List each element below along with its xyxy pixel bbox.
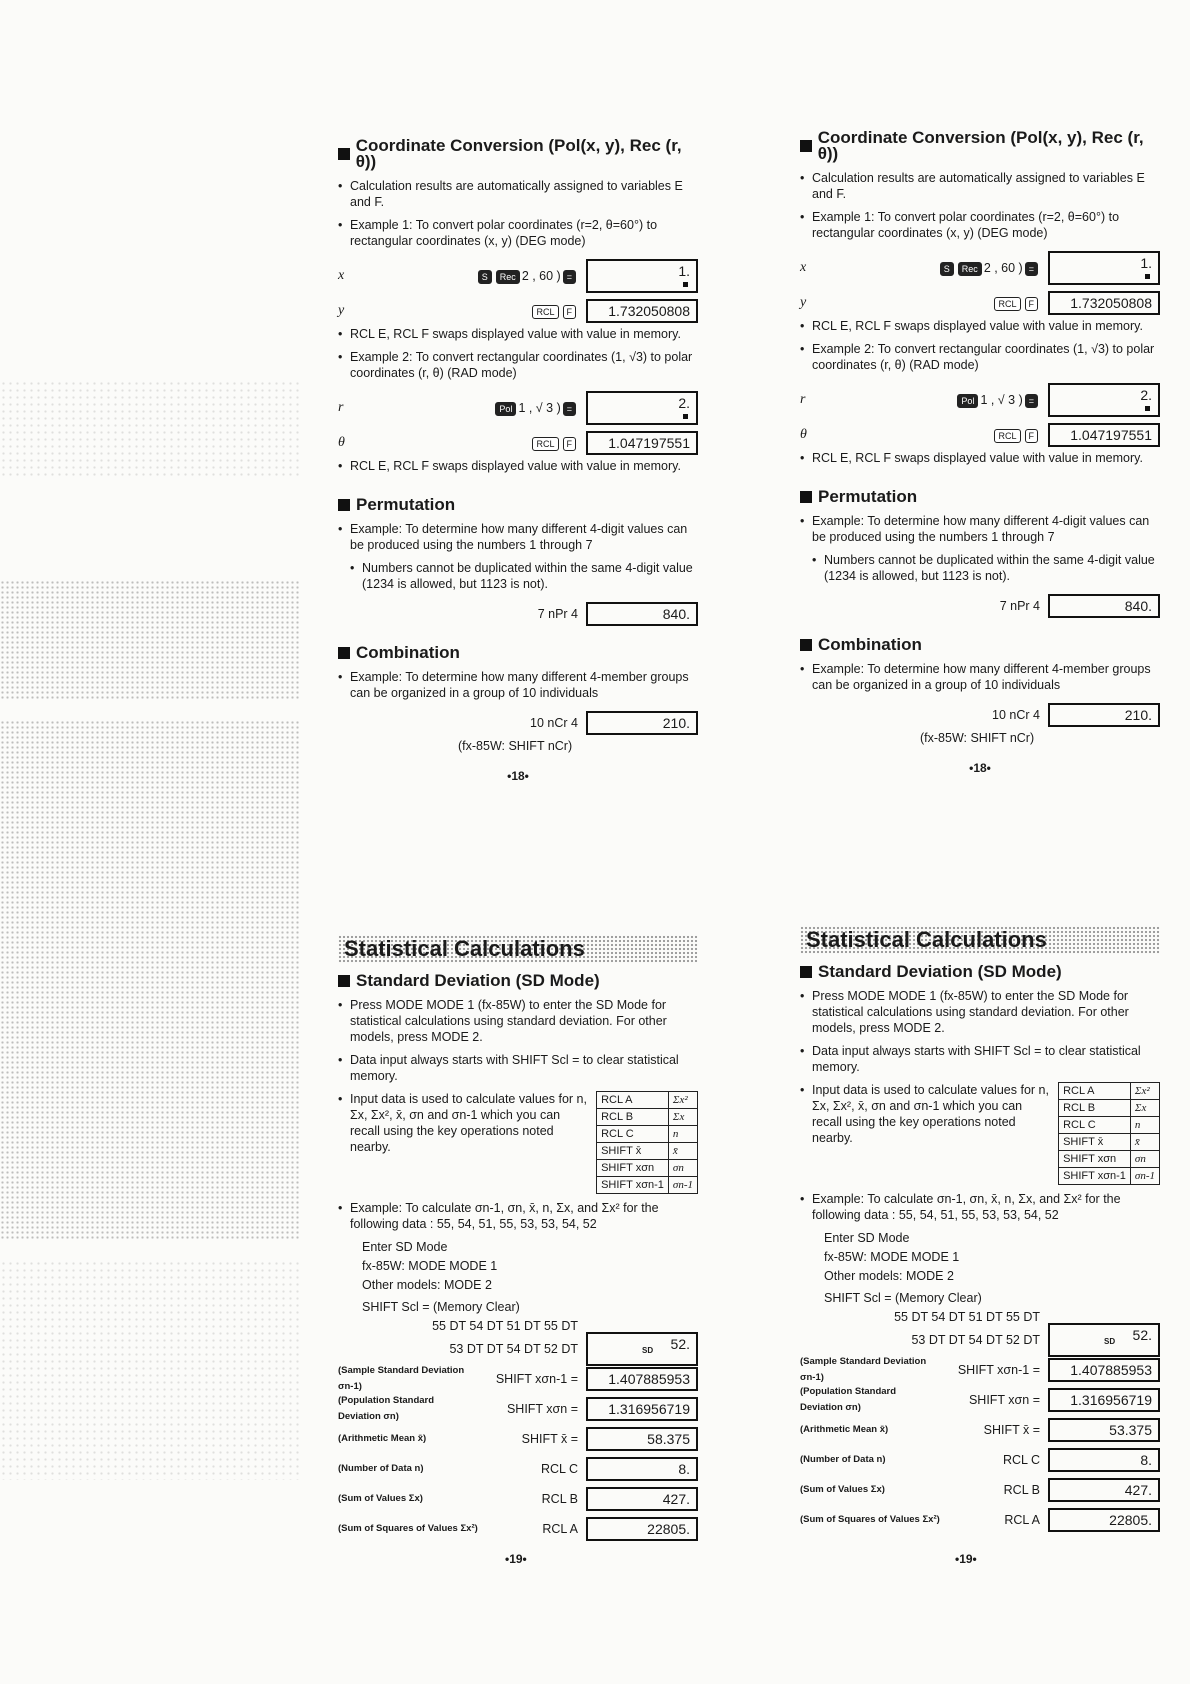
sd-para-1: • Press MODE MODE 1 (fx-85W) to enter the SD Mode for statistical calculations using standard deviation. For other models, press MODE 2.	[800, 988, 1160, 1036]
indicator-icon	[1145, 274, 1150, 279]
display: 427.	[1048, 1478, 1160, 1502]
display: 1.047197551	[1048, 423, 1160, 447]
perm-row: 7 nPr 4 840.	[800, 591, 1160, 621]
coord-heading: Coordinate Conversion (Pol(x, y), Rec (r, θ))	[800, 130, 1160, 162]
display: 1.732050808	[586, 299, 698, 323]
equals-key-icon: =	[563, 270, 576, 284]
display: 210.	[1048, 703, 1160, 727]
section-title: Statistical Calculations	[800, 926, 1160, 954]
example-1: • Example 1: To convert polar coordinates (r=2, θ=60°) to rectangular coordinates (x, y) (DEG mode)	[338, 217, 698, 249]
sd-para-2: • Data input always starts with SHIFT Scl = to clear statistical memory.	[338, 1052, 698, 1084]
indicator-icon	[683, 414, 688, 419]
stat-row-sumsq: (Sum of Squares of Values Σx²) RCL A 22805.	[800, 1505, 1160, 1535]
example-1: • Example 1: To convert polar coordinates (r=2, θ=60°) to rectangular coordinates (x, y) (DEG mode)	[800, 209, 1160, 241]
comb-example: • Example: To determine how many different 4-member groups can be organized in a group of 10 individuals	[338, 669, 698, 701]
display: 1.047197551	[586, 431, 698, 455]
sd-para-3: • Input data is used to calculate values for n, Σx, Σx², x̄, σn and σn-1 which you can recall using the key operations noted nearby.	[800, 1082, 1160, 1146]
example-2: • Example 2: To convert rectangular coordinates (1, √3) to polar coordinates (r, θ) (RAD mode)	[800, 341, 1160, 373]
display: 8.	[586, 1457, 698, 1481]
stat-row-count: (Number of Data n) RCL C 8.	[338, 1454, 698, 1484]
rcl-key-icon: RCL	[532, 305, 558, 319]
comb-row: 10 nCr 4 210.	[800, 700, 1160, 730]
stat-row-sample-sd: (Sample Standard Deviation σn-1) SHIFT xσn-1 = 1.407885953	[338, 1364, 698, 1394]
sd-para-3-block	[800, 1082, 1160, 1185]
ex2-r-row: r Pol 1 , √ 3 ) = 2.	[338, 388, 698, 428]
display: 1.	[1048, 251, 1160, 285]
pol-key-icon: Pol	[495, 402, 516, 416]
ex1-x-row: x S Rec 2 , 60 ) = 1.	[800, 248, 1160, 288]
example-2: • Example 2: To convert rectangular coordinates (1, √3) to polar coordinates (r, θ) (RAD mode)	[338, 349, 698, 381]
shift-key-icon: S	[478, 270, 492, 284]
pol-key-icon: Pol	[957, 394, 978, 408]
perm-subnote: • Numbers cannot be duplicated within the same 4-digit value (1234 is allowed, but 1123 is not).	[338, 560, 698, 592]
rcl-key-icon: RCL	[532, 437, 558, 451]
f-key-icon: F	[1025, 429, 1039, 443]
sd-example: • Example: To calculate σn-1, σn, x̄, n, Σx, and Σx² for the following data : 55, 54, 51, 55, 53, 53, 54, 52	[338, 1200, 698, 1232]
recall-key-table: RCL A Σx² RCL B Σx RCL C n SHIFT x̄ x̄ SHIFT xσn σn SHIFT xσn-1 σn-1	[596, 1091, 698, 1194]
perm-subnote: • Numbers cannot be duplicated within the same 4-digit value (1234 is allowed, but 1123 is not).	[800, 552, 1160, 584]
comb-heading: Combination	[800, 637, 1160, 653]
sd-para-2: • Data input always starts with SHIFT Scl = to clear statistical memory.	[800, 1043, 1160, 1075]
comb-alt: (fx-85W: SHIFT nCr)	[458, 739, 573, 753]
comb-alt: (fx-85W: SHIFT nCr)	[920, 731, 1035, 745]
stat-row-sum: (Sum of Values Σx) RCL B 427.	[338, 1484, 698, 1514]
section-title: Statistical Calculations	[338, 935, 698, 963]
data-entry-row: 53 DT DT 54 DT 52 DT 52. SD	[800, 1325, 1160, 1355]
perm-example: • Example: To determine how many different 4-digit values can be produced using the numbers 1 through 7	[800, 513, 1160, 545]
data-entry-row: 53 DT DT 54 DT 52 DT 52. SD	[338, 1334, 698, 1364]
rcl-key-icon: RCL	[994, 429, 1020, 443]
right-stat-section: Statistical Calculations Standard Deviation (SD Mode) • Press MODE MODE 1 (fx-85W) to enter the SD Mode for statistical calculations using standard deviation. For other models, press MODE 2. • Data input always starts with SHIFT Scl = to clear statistical memory. RCL A Σx² RCL B Σx RCL C n SHIFT x̄ x̄ SHIFT xσn σn SHIFT xσn-1 σn-1 • Input data is used to calculate values for n, Σx, Σx², x̄, σn and σn-1 which you can recall using the key operations noted nearby. • Example: To calculate σn-1, σn, x̄, n, Σx, and Σx² for the following data : 55, 54, 51, 55, 53, 53, 54, 52 Enter SD Mode fx-85W: MODE MODE 1 Other models: MODE 2 SHIFT Scl = (Memory Clear) 55 DT 54 DT 51 DT 55 DT 53 DT DT 54 DT 52 DT 52. SD (Sample Standard Deviation σn-1) SHIFT xσn-1 = 1.407885953 (Population Standard Deviation σn) SHIFT xσn = 1.316956719 (Arithmetic Mean x̄) SHIFT x̄ = 53.375 (Number of Data n) RCL C 8. (Sum of Values Σx) RCL B 427. (Sum of Squares of Values Σx²) RCL A 22805.	[800, 926, 1160, 1535]
display: 53.375	[1048, 1418, 1160, 1442]
stat-row-count: (Number of Data n) RCL C 8.	[800, 1445, 1160, 1475]
sd-para-3-block	[338, 1091, 698, 1194]
shift-key-icon: S	[940, 262, 954, 276]
rcl-key-icon: RCL	[994, 297, 1020, 311]
display: 22805.	[586, 1517, 698, 1541]
right-top-section	[800, 130, 1160, 790]
scan-noise-mid	[0, 580, 300, 700]
ex1-y-row: y RCL F 1.732050808	[800, 288, 1160, 318]
left-stat-section: Statistical Calculations Standard Deviation (SD Mode) • Press MODE MODE 1 (fx-85W) to enter the SD Mode for statistical calculations using standard deviation. For other models, press MODE 2. • Data input always starts with SHIFT Scl = to clear statistical memory. RCL A Σx² RCL B Σx RCL C n SHIFT x̄ x̄ SHIFT xσn σn SHIFT xσn-1 σn-1 • Input data is used to calculate values for n, Σx, Σx², x̄, σn and σn-1 which you can recall using the key operations noted nearby. • Example: To calculate σn-1, σn, x̄, n, Σx, and Σx² for the following data : 55, 54, 51, 55, 53, 53, 54, 52 Enter SD Mode fx-85W: MODE MODE 1 Other models: MODE 2 SHIFT Scl = (Memory Clear) 55 DT 54 DT 51 DT 55 DT 53 DT DT 54 DT 52 DT 52. SD (Sample Standard Deviation σn-1) SHIFT xσn-1 = 1.407885953 (Population Standard Deviation σn) SHIFT xσn = 1.316956719 (Arithmetic Mean x̄) SHIFT x̄ = 58.375 (Number of Data n) RCL C 8. (Sum of Values Σx) RCL B 427. (Sum of Squares of Values Σx²) RCL A 22805.	[338, 935, 698, 1544]
display: 2.	[586, 391, 698, 425]
stat-row-pop-sd: (Population Standard Deviation σn) SHIFT xσn = 1.316956719	[338, 1394, 698, 1424]
perm-heading: Permutation	[338, 497, 698, 513]
stat-row-mean: (Arithmetic Mean x̄) SHIFT x̄ = 53.375	[800, 1415, 1160, 1445]
comb-row: 10 nCr 4 210.	[338, 708, 698, 738]
stat-row-sum: (Sum of Values Σx) RCL B 427.	[800, 1475, 1160, 1505]
stat-row-sumsq: (Sum of Squares of Values Σx²) RCL A 22805.	[338, 1514, 698, 1544]
indicator-icon	[683, 282, 688, 287]
display: 1.316956719	[586, 1397, 698, 1421]
rec-key-icon: Rec	[496, 270, 520, 284]
perm-example: • Example: To determine how many different 4-digit values can be produced using the numbers 1 through 7	[338, 521, 698, 553]
swap-note: • RCL E, RCL F swaps displayed value with value in memory.	[338, 326, 698, 342]
scan-noise-bottom	[0, 1260, 300, 1480]
sd-heading: Standard Deviation (SD Mode)	[338, 973, 698, 989]
stat-row-mean: (Arithmetic Mean x̄) SHIFT x̄ = 58.375	[338, 1424, 698, 1454]
sd-para-3: • Input data is used to calculate values for n, Σx, Σx², x̄, σn and σn-1 which you can recall using the key operations noted nearby.	[338, 1091, 698, 1155]
display: 1.732050808	[1048, 291, 1160, 315]
comb-heading: Combination	[338, 645, 698, 661]
indicator-icon	[1145, 406, 1150, 411]
ex2-theta-row: θ RCL F 1.047197551	[800, 420, 1160, 450]
display: 2.	[1048, 383, 1160, 417]
perm-row: 7 nPr 4 840.	[338, 599, 698, 629]
scan-noise-top	[0, 380, 300, 480]
ex2-r-row: r Pol 1 , √ 3 ) = 2.	[800, 380, 1160, 420]
coord-heading: Coordinate Conversion (Pol(x, y), Rec (r, θ))	[338, 138, 698, 170]
ex1-x-row: x S Rec 2 , 60 ) = 1.	[338, 256, 698, 296]
sd-para-1: • Press MODE MODE 1 (fx-85W) to enter the SD Mode for statistical calculations using standard deviation. For other models, press MODE 2.	[338, 997, 698, 1045]
display: 1.316956719	[1048, 1388, 1160, 1412]
ex1-y-row: y RCL F 1.732050808	[338, 296, 698, 326]
f-key-icon: F	[1025, 297, 1039, 311]
sd-example: • Example: To calculate σn-1, σn, x̄, n, Σx, and Σx² for the following data : 55, 54, 51, 55, 53, 53, 54, 52	[800, 1191, 1160, 1223]
page-number-19-left: •19•	[505, 1552, 527, 1566]
page-number-18: •18•	[507, 769, 529, 783]
page-number-19-right: •19•	[955, 1552, 977, 1566]
page-number-18: •18•	[969, 761, 991, 775]
f-key-icon: F	[563, 305, 577, 319]
left-top-section	[338, 138, 698, 798]
f-key-icon: F	[563, 437, 577, 451]
display: 1.	[586, 259, 698, 293]
swap-note: • RCL E, RCL F swaps displayed value with value in memory.	[338, 458, 698, 474]
display: 1.407885953	[586, 1367, 698, 1391]
display: 1.407885953	[1048, 1358, 1160, 1382]
display: 58.375	[586, 1427, 698, 1451]
stat-row-pop-sd: (Population Standard Deviation σn) SHIFT xσn = 1.316956719	[800, 1385, 1160, 1415]
sd-heading: Standard Deviation (SD Mode)	[800, 964, 1160, 980]
stat-row-sample-sd: (Sample Standard Deviation σn-1) SHIFT xσn-1 = 1.407885953	[800, 1355, 1160, 1385]
display: 427.	[586, 1487, 698, 1511]
display: 8.	[1048, 1448, 1160, 1472]
rec-key-icon: Rec	[958, 262, 982, 276]
equals-key-icon: =	[1025, 394, 1038, 408]
display: 840.	[1048, 594, 1160, 618]
scan-noise-large	[0, 720, 300, 1240]
swap-note: • RCL E, RCL F swaps displayed value with value in memory.	[800, 318, 1160, 334]
coord-note: • Calculation results are automatically assigned to variables E and F.	[800, 170, 1160, 202]
coord-note: • Calculation results are automatically assigned to variables E and F.	[338, 178, 698, 210]
perm-heading: Permutation	[800, 489, 1160, 505]
comb-example: • Example: To determine how many different 4-member groups can be organized in a group of 10 individuals	[800, 661, 1160, 693]
display: 210.	[586, 711, 698, 735]
display: 840.	[586, 602, 698, 626]
display: 52. SD	[586, 1332, 698, 1366]
swap-note: • RCL E, RCL F swaps displayed value with value in memory.	[800, 450, 1160, 466]
recall-key-table: RCL A Σx² RCL B Σx RCL C n SHIFT x̄ x̄ SHIFT xσn σn SHIFT xσn-1 σn-1	[1058, 1082, 1160, 1185]
display: 22805.	[1048, 1508, 1160, 1532]
equals-key-icon: =	[563, 402, 576, 416]
ex2-theta-row: θ RCL F 1.047197551	[338, 428, 698, 458]
equals-key-icon: =	[1025, 262, 1038, 276]
display: 52. SD	[1048, 1323, 1160, 1357]
